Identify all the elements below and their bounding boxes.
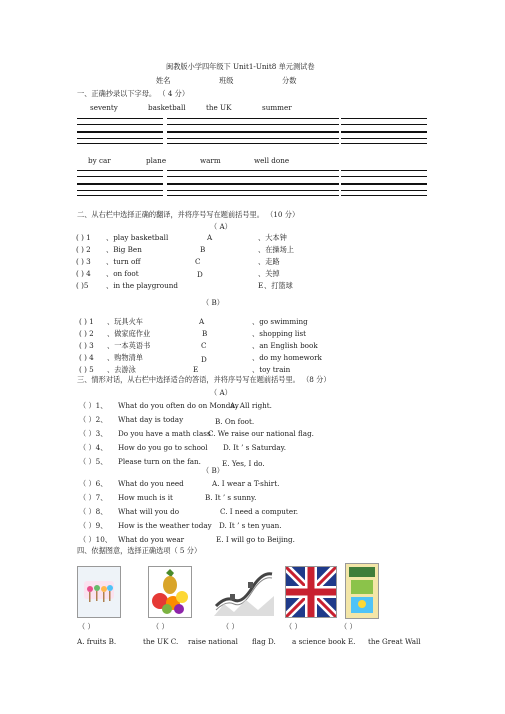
picture-option-4: flag D.	[252, 637, 276, 646]
p2a-letter: E	[258, 281, 264, 290]
part2-a-label: （ A）	[210, 222, 232, 231]
p3b-num: （ ）6、	[79, 479, 108, 488]
page-title: 闽教版小学四年级下 Unit1-Unit8 单元测试卷	[166, 62, 315, 71]
p2a-num: ( ) 3	[76, 257, 91, 266]
picture-option-1: A. fruits B.	[77, 637, 117, 646]
p3a-answer: D. It ’ s Saturday.	[223, 443, 287, 452]
p3b-answer: A. I wear a T-shirt.	[212, 479, 280, 488]
p2a-phrase: 、turn off	[106, 257, 141, 266]
p3b-answer: D. It ’ s ten yuan.	[219, 521, 282, 530]
p3b-question: How is the weather today	[118, 521, 212, 530]
p2a-letter: C	[195, 257, 201, 266]
word-basketball: basketball	[148, 103, 186, 112]
p2b-answer: 、go swimming	[252, 317, 308, 326]
p3a-question: What do you often do on Monday	[118, 401, 239, 410]
p2a-num: ( ) 2	[76, 245, 91, 254]
p2a-phrase: 、Big Ben	[106, 245, 142, 254]
p2b-letter: A	[199, 317, 205, 326]
p2b-num: ( ) 4	[79, 353, 94, 362]
p2a-phrase: 、play basketball	[106, 233, 169, 242]
p3a-num: （ ）3、	[79, 429, 108, 438]
p2b-phrase: 、做家庭作业	[107, 329, 151, 338]
p3b-question: What do you wear	[118, 535, 185, 544]
part1-heading: 一、正确抄录以下字母。 （ 4 分）	[77, 89, 190, 98]
p3a-question: Please turn on the fan.	[118, 457, 201, 466]
p2a-answer: 、大本钟	[258, 233, 287, 242]
part3-heading: 三、情形对话，从右栏中选择适合的答语，并将序号写在题前括号里。 （8 分）	[77, 375, 331, 384]
p2b-phrase: 、一本英语书	[107, 341, 151, 350]
p2a-answer: 、关掉	[258, 269, 280, 278]
word-the-uk: the UK	[206, 103, 232, 112]
p3a-answer: E. Yes, I do.	[222, 459, 265, 468]
p2a-answer: 、走路	[258, 257, 280, 266]
p2b-num: ( ) 3	[79, 341, 94, 350]
picture-bracket-3: （ ）	[222, 622, 239, 631]
picture-bracket-1: （ ）	[78, 622, 95, 631]
p3a-answer: C. We raise our national flag.	[208, 429, 314, 438]
p2a-phrase: 、on foot	[106, 269, 139, 278]
p2a-num: ( ) 4	[76, 269, 91, 278]
picture-bracket-2: （ ）	[152, 622, 169, 631]
p2a-letter: A	[207, 233, 213, 242]
class-label: 班级	[219, 76, 234, 85]
picture-option-5: a science book E.	[292, 637, 356, 646]
p2a-answer: 、打篮球	[264, 281, 293, 290]
p3a-question: Do you have a math class	[118, 429, 211, 438]
picture-option-3: raise national	[188, 637, 238, 646]
p2b-letter: B	[202, 329, 208, 338]
uk-flag-picture	[285, 566, 337, 618]
name-label: 姓名	[156, 76, 171, 85]
p2b-answer: 、do my homework	[252, 353, 322, 362]
p3b-answer: B. It ’ s sunny.	[205, 493, 257, 502]
p2b-num: ( ) 2	[79, 329, 94, 338]
p3a-question: What day is today	[118, 415, 184, 424]
p3b-num: （ ）8、	[79, 507, 108, 516]
p2b-letter: D	[201, 355, 207, 364]
p3a-question: How do you go to school	[118, 443, 208, 452]
word-summer: summer	[262, 103, 292, 112]
picture-bracket-4: （ ）	[285, 622, 302, 631]
writing-row1-box-4[interactable]	[341, 118, 427, 144]
p2a-num: ( )5	[76, 281, 89, 290]
p3b-answer: C. I need a computer.	[220, 507, 298, 516]
p2b-answer: 、shopping list	[252, 329, 307, 338]
word-plane: plane	[146, 156, 167, 165]
writing-row1-box-3[interactable]	[253, 118, 339, 144]
p2b-letter: C	[201, 341, 207, 350]
p3a-num: （ ）5、	[79, 457, 108, 466]
writing-row2-box-2[interactable]	[167, 170, 253, 196]
p2b-phrase: 、玩具火车	[107, 317, 143, 326]
p2b-phrase: 、购物清单	[107, 353, 143, 362]
p3a-num: （ ）1、	[79, 401, 108, 410]
part2-heading: 二、从右栏中选择正确的翻译，并将序号写在题前括号里。 （10 分）	[77, 210, 300, 219]
p3b-answer: E. I will go to Beijing.	[216, 535, 295, 544]
p3b-question: What will you do	[118, 507, 180, 516]
picture-bracket-5: （ ）	[340, 622, 357, 631]
p3b-question: How much is it	[118, 493, 173, 502]
word-by-car: by car	[88, 156, 111, 165]
part4-heading: 四、依据图意，选择正确选项（ 5 分）	[77, 546, 202, 555]
p2a-letter: B	[200, 245, 206, 254]
part3-b-label: （ B）	[202, 466, 224, 475]
p3a-answer: B. On foot.	[215, 417, 255, 426]
fruits-picture	[148, 566, 192, 618]
writing-row1-box-1[interactable]	[77, 118, 163, 144]
writing-row1-box-2[interactable]	[167, 118, 253, 144]
p2b-answer: 、toy train	[252, 365, 291, 374]
p3b-question: What do you need	[118, 479, 184, 488]
p2b-answer: 、an English book	[252, 341, 318, 350]
p3b-num: （ ）7、	[79, 493, 108, 502]
picture-option-6: the Great Wall	[368, 637, 421, 646]
p2a-num: ( ) 1	[76, 233, 91, 242]
score-label: 分数	[282, 76, 297, 85]
p3b-num: （ ）10、	[79, 535, 112, 544]
picture-option-2: the UK C.	[143, 637, 179, 646]
p3a-num: （ ）2、	[79, 415, 108, 424]
great-wall-picture	[214, 566, 274, 616]
part2-b-label: （ B）	[202, 298, 224, 307]
writing-row2-box-4[interactable]	[341, 170, 427, 196]
part3-a-label: （ A）	[210, 388, 232, 397]
p2b-phrase: 、去游泳	[107, 365, 136, 374]
ice-cream-picture	[77, 566, 121, 618]
p3b-num: （ ）9、	[79, 521, 108, 530]
word-seventy: seventy	[90, 103, 118, 112]
p3a-num: （ ）4、	[79, 443, 108, 452]
science-book-picture	[345, 563, 379, 619]
p2a-letter: D	[197, 270, 203, 279]
p2b-letter: E	[193, 365, 199, 374]
p2b-num: ( ) 5	[79, 365, 94, 374]
writing-row2-box-3[interactable]	[253, 170, 339, 196]
p2a-answer: 、在操场上	[258, 245, 294, 254]
p3a-answer: A. All right.	[230, 401, 272, 410]
word-well-done: well done	[254, 156, 290, 165]
writing-row2-box-1[interactable]	[77, 170, 163, 196]
p2a-phrase: 、in the playground	[106, 281, 178, 290]
word-warm: warm	[200, 156, 221, 165]
p2b-num: ( ) 1	[79, 317, 94, 326]
